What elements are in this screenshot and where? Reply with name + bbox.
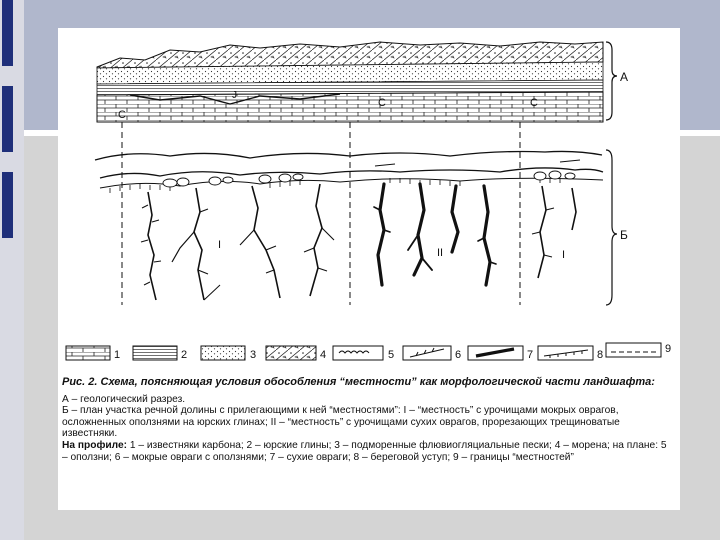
legend-number: 7 <box>527 349 534 361</box>
dry-ravine <box>452 186 458 252</box>
stratum-label-j: J <box>232 90 237 101</box>
legend-number: 4 <box>320 349 327 361</box>
dry-ravine <box>378 184 384 285</box>
legend-swatch-clay <box>133 346 177 360</box>
legend-number: 3 <box>250 349 257 361</box>
caption-profile-label: На профиле: <box>62 439 128 451</box>
caption-profile-text: 1 – известняки карбона; 2 – юрские глины; 3 – подморенные флювиогляциальные пески; 4 – морена; на плане: 5 – оползни; 6 – мокрые овраги с оползнями; 7 – сухие овраги; 8 – береговой уступ; 9 – границы “местностей” <box>62 439 667 463</box>
wet-ravine <box>310 184 322 296</box>
caption-profile <box>62 440 674 463</box>
river-bank-upper <box>95 151 602 160</box>
limestone-layer <box>97 92 603 122</box>
dry-ravine <box>484 186 490 285</box>
section-label-a: А <box>620 70 629 84</box>
legend-swatch-sand <box>201 346 245 360</box>
brace-a <box>606 42 617 120</box>
wet-ravine <box>148 192 156 300</box>
dry-ravines <box>374 184 496 285</box>
geological-profile <box>97 42 603 122</box>
stratum-label-c1: C <box>118 109 126 121</box>
wet-ravine <box>194 188 204 300</box>
zone-label-middle: II <box>437 247 444 259</box>
legend-number: 2 <box>181 349 188 361</box>
caption-line-a: А – геологический разрез. <box>62 393 186 405</box>
brace-b <box>606 150 617 305</box>
legend-number: 9 <box>665 343 672 355</box>
river-flow-arrow <box>375 164 395 166</box>
zone-label-left: I <box>218 239 222 251</box>
figure-caption <box>62 377 674 463</box>
section-label-b: Б <box>620 228 628 242</box>
caption-title: Рис. 2. Схема, поясняющая условия обособления “местности” как морфологической части ландшафта: <box>62 376 655 388</box>
legend-number: 1 <box>114 349 121 361</box>
legend-swatch-landslide <box>333 346 383 360</box>
stratum-label-c2: C <box>378 97 386 109</box>
legend <box>66 343 671 361</box>
river-flow-arrow <box>560 160 580 162</box>
legend-number: 6 <box>455 349 462 361</box>
stratum-label-c3: C <box>530 97 538 109</box>
valley-plan <box>95 151 603 193</box>
zone-label-right: I <box>562 249 566 261</box>
dry-ravine <box>414 184 424 275</box>
wet-ravine <box>572 188 576 230</box>
legend-swatch-boundary <box>606 343 661 357</box>
legend-swatch-moraine <box>266 346 316 360</box>
caption-line-b: Б – план участка речной долины с прилегающими к ней “местностями”: I – “местность” с урочищами мокрых оврагов, осложненных оползнями на юрских глинах; II – “местность” с урочищами сухих оврагов, прорезающих трещиноватые известняки. <box>62 405 620 440</box>
river-bank-lower <box>100 168 603 178</box>
legend-number: 5 <box>388 349 395 361</box>
wet-ravines-left <box>141 184 576 300</box>
legend-number: 8 <box>597 349 604 361</box>
legend-swatch-limestone <box>66 346 110 360</box>
wet-ravine <box>252 186 280 298</box>
